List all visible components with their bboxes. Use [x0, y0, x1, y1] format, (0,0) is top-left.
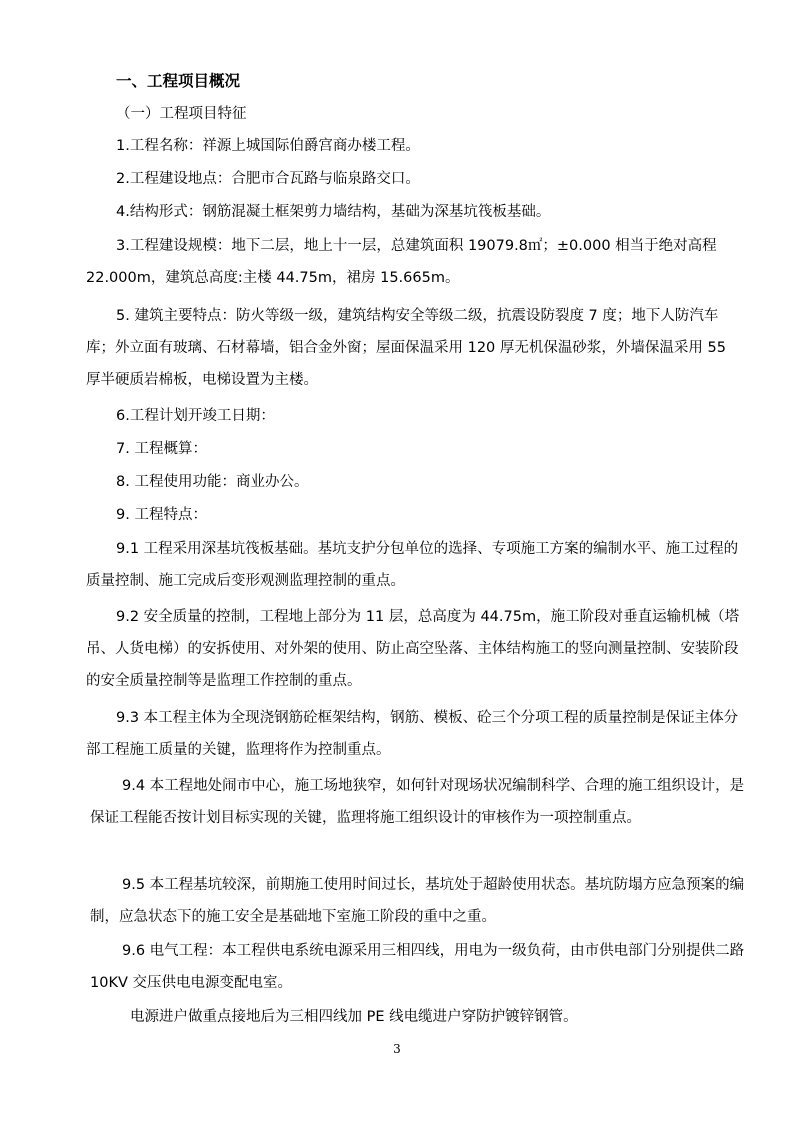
paragraph-9-5: 9.5 本工程基坑较深，前期施工使用时间过长，基坑处于超龄使用状态。基坑防塌方应急预案的编制，应急状态下的施工安全是基础地下室施工阶段的重中之重。 — [90, 877, 745, 925]
paragraph-9-2: 9.2 安全质量的控制，工程地上部分为 11 层，总高度为 44.75m，施工阶段对垂直运输机械（塔吊、人货电梯）的安拆使用、对外架的使用、防止高空坠落、主体结构施工的竖向测量控制、安装阶段的安全质量控制等是监理工作控制的重点。 — [86, 609, 740, 689]
paragraph-schedule: 6.工程计划开竣工日期： — [116, 408, 275, 424]
page-number: 3 — [393, 1042, 401, 1056]
paragraph-function: 8. 工程使用功能：商业办公。 — [116, 474, 309, 490]
paragraph-power-entry: 电源进户做重点接地后为三相四线加 PE 线电缆进户穿防护镀锌钢管。 — [130, 1009, 578, 1025]
section-heading: 一、工程项目概况 — [116, 72, 241, 90]
paragraph-features: 5. 建筑主要特点：防火等级一级，建筑结构安全等级二级，抗震设防裂度 7 度；地下人防汽车库；外立面有玻璃、石材幕墙，铝合金外窗；屋面保温采用 120 厚无机保温砂浆，外墙保温采用 55 厚半硬质岩棉板，电梯设置为主楼。 — [86, 308, 726, 388]
paragraph-9-4: 9.4 本工程地处闹市中心，施工场地狭窄，如何针对现场状况编制科学、合理的施工组织设计，是保证工程能否按计划目标实现的关键，监理将施工组织设计的审核作为一项控制重点。 — [90, 778, 745, 826]
paragraph-9-1: 9.1 工程采用深基坑筏板基础。基坑支护分包单位的选择、专项施工方案的编制水平、施工过程的质量控制、施工完成后变形观测监理控制的重点。 — [86, 541, 739, 589]
paragraph-structure: 4.结构形式：钢筋混凝土框架剪力墙结构，基础为深基坑筏板基础。 — [116, 204, 551, 220]
paragraph-9-3: 9.3 本工程主体为全现浇钢筋砼框架结构，钢筋、模板、砼三个分项工程的质量控制是保证主体分部工程施工质量的关键，监理将作为控制重点。 — [86, 710, 739, 758]
paragraph-scale: 3.工程建设规模：地下二层，地上十一层，总建筑面积 19079.8㎡；±0.000 相当于绝对高程 22.000m，建筑总高度:主楼 44.75m，裙房 15.665m。 — [86, 238, 717, 286]
sub-heading: （一）工程项目特征 — [116, 106, 247, 122]
paragraph-location: 2.工程建设地点：合肥市合瓦路与临泉路交口。 — [116, 171, 420, 187]
paragraph-characteristics: 9. 工程特点： — [116, 507, 207, 523]
paragraph-budget: 7. 工程概算： — [116, 441, 207, 457]
paragraph-project-name: 1.工程名称：祥源上城国际伯爵宫商办楼工程。 — [116, 138, 420, 154]
paragraph-9-6: 9.6 电气工程：本工程供电系统电源采用三相四线，用电为一级负荷，由市供电部门分别提供二路 10KV 交压供电电源变配电室。 — [90, 943, 745, 991]
